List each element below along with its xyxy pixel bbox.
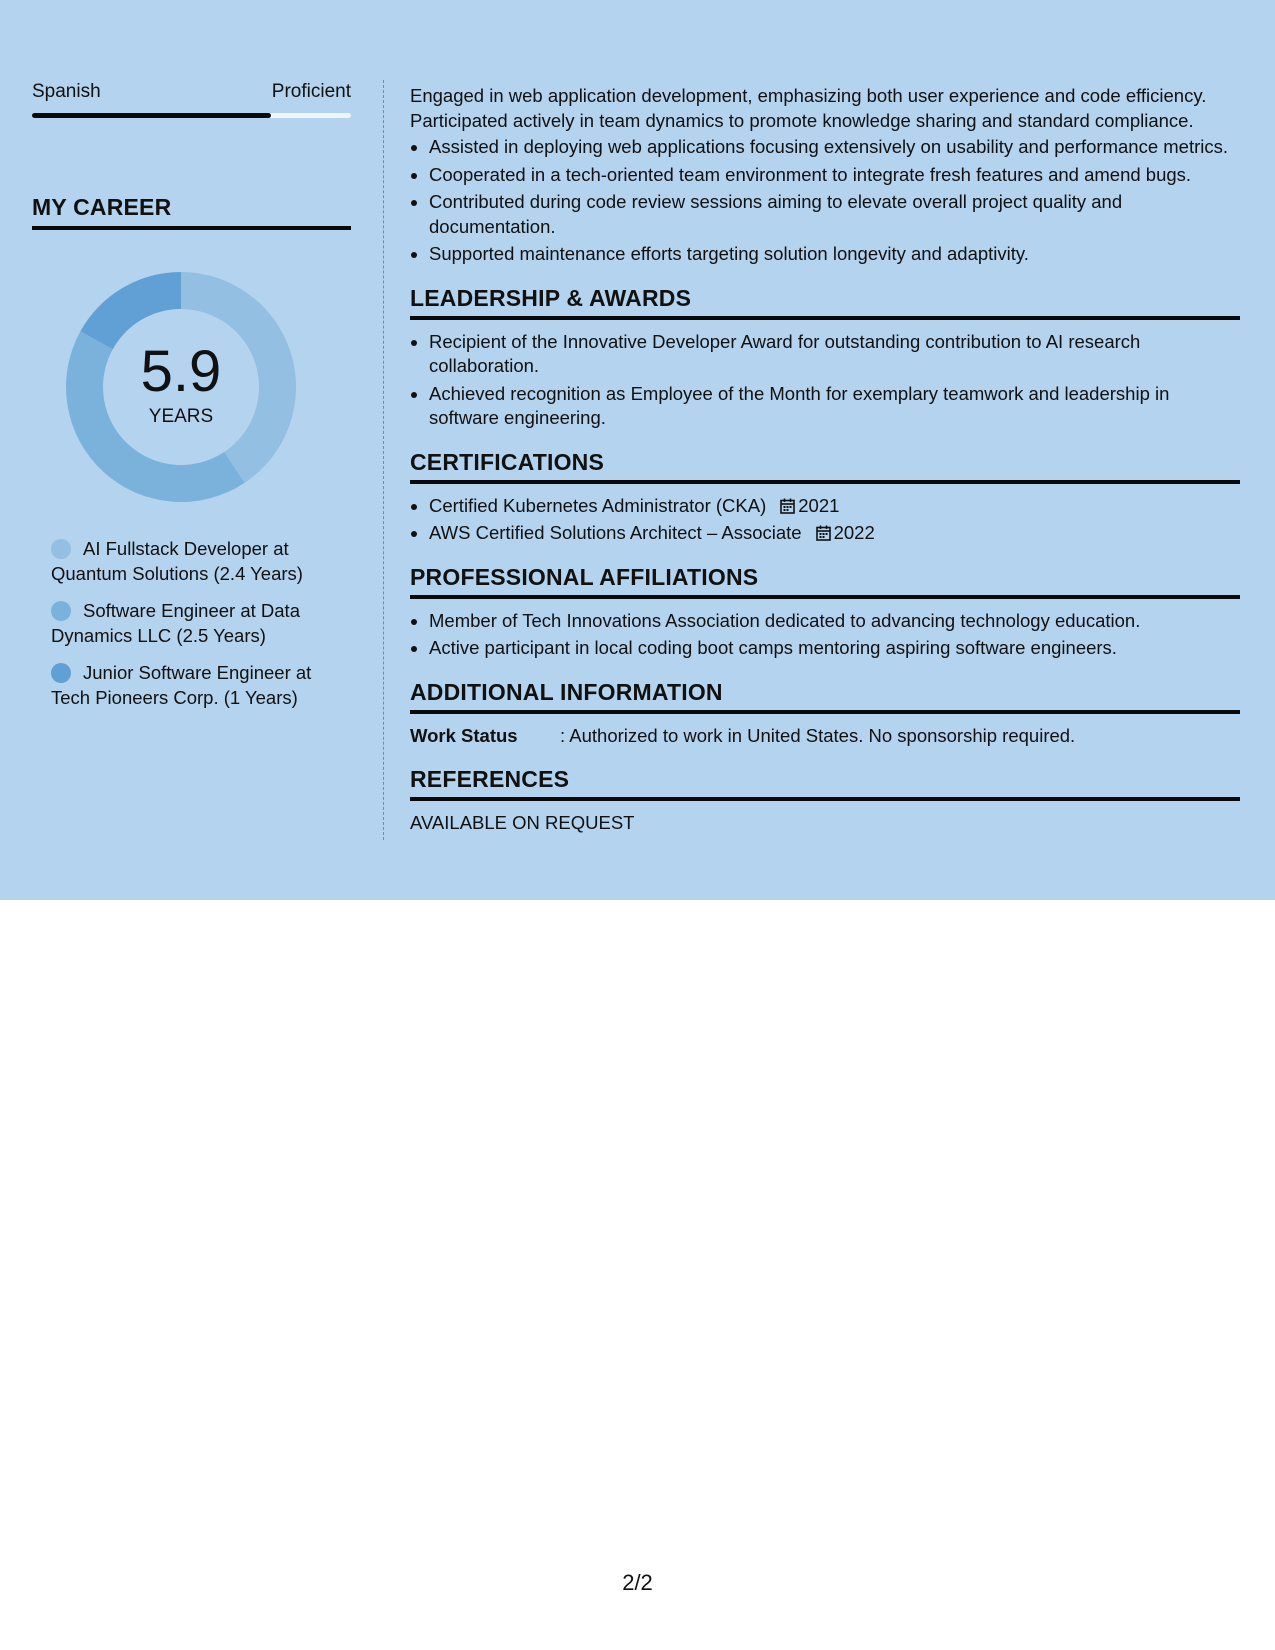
language-name: Spanish <box>32 81 101 102</box>
experience-bullet: • Cooperated in a tech-oriented team environment to integrate fresh features and amend bugs. <box>429 163 1240 188</box>
certification-year: 2021 <box>798 494 840 516</box>
legend-item <box>51 660 341 710</box>
leadership-heading: LEADERSHIP & AWARDS <box>410 285 1240 320</box>
legend-label: Junior Software Engineer at Tech Pioneers Corp. (1 Years) <box>51 662 312 708</box>
legend-label: AI Fullstack Developer at Quantum Solutions (2.4 Years) <box>51 538 303 584</box>
certification-item <box>429 494 1240 519</box>
leadership-item: • Achieved recognition as Employee of the Month for exemplary teamwork and leadership in software engineering. <box>429 382 1240 431</box>
calendar-icon <box>780 498 795 514</box>
donut-center <box>66 272 296 502</box>
affiliations-list <box>410 609 1240 661</box>
sidebar <box>32 80 351 722</box>
certification-year: 2022 <box>833 522 875 543</box>
calendar-icon <box>816 525 831 541</box>
language-row <box>32 80 351 104</box>
column-divider <box>383 80 384 840</box>
additional-info-heading: ADDITIONAL INFORMATION <box>410 679 1240 714</box>
language-proficiency-bar <box>32 113 351 118</box>
legend-dot-icon <box>51 539 71 559</box>
affiliation-item: • Active participant in local coding boot camps mentoring aspiring software engineers. <box>429 636 1240 661</box>
work-status-label: Work Status <box>410 724 518 746</box>
certification-name: AWS Certified Solutions Architect – Associate <box>429 522 802 543</box>
language-level: Proficient <box>271 81 351 102</box>
certifications-list <box>410 494 1240 546</box>
legend-item <box>51 536 341 586</box>
affiliations-heading: PROFESSIONAL AFFILIATIONS <box>410 564 1240 599</box>
references-text: AVAILABLE ON REQUEST <box>410 811 635 833</box>
career-total-unit: YEARS <box>148 406 214 427</box>
experience-summary: Engaged in web application development, emphasizing both user experience and code efficiency. Participated actively in team dynamics to promote knowledge sharing and standard compliance. <box>410 85 1207 131</box>
experience-bullet: • Contributed during code review sessions aiming to elevate overall project quality and documentation. <box>429 190 1240 239</box>
certification-name: Certified Kubernetes Administrator (CKA) <box>429 494 767 516</box>
career-heading: MY CAREER <box>32 194 351 230</box>
page-number: 2/2 <box>622 1570 653 1595</box>
career-donut-chart <box>66 272 296 502</box>
legend-item <box>51 598 341 648</box>
affiliation-item: • Member of Tech Innovations Association dedicated to advancing technology education. <box>429 609 1240 634</box>
leadership-list <box>410 330 1240 431</box>
career-total-years: 5.9 <box>140 339 222 404</box>
leadership-item: • Recipient of the Innovative Developer Award for outstanding contribution to AI research collaboration. <box>429 330 1240 379</box>
references-heading: REFERENCES <box>410 766 1240 801</box>
certifications-heading: CERTIFICATIONS <box>410 449 1240 484</box>
main-column <box>410 84 1240 835</box>
certification-item <box>429 521 1240 546</box>
legend-dot-icon <box>51 601 71 621</box>
legend-dot-icon <box>51 663 71 683</box>
legend-label: Software Engineer at Data Dynamics LLC (2.5 Years) <box>51 600 300 646</box>
experience-bullets <box>410 135 1240 267</box>
work-status-value: : Authorized to work in United States. No sponsorship required. <box>560 724 1076 746</box>
experience-bullet: • Supported maintenance efforts targeting solution longevity and adaptivity. <box>429 242 1240 267</box>
career-legend <box>51 536 341 710</box>
experience-bullet: • Assisted in deploying web applications focusing extensively on usability and performance metrics. <box>429 135 1240 160</box>
work-status-row <box>410 724 1240 748</box>
language-proficiency-fill <box>32 113 271 118</box>
